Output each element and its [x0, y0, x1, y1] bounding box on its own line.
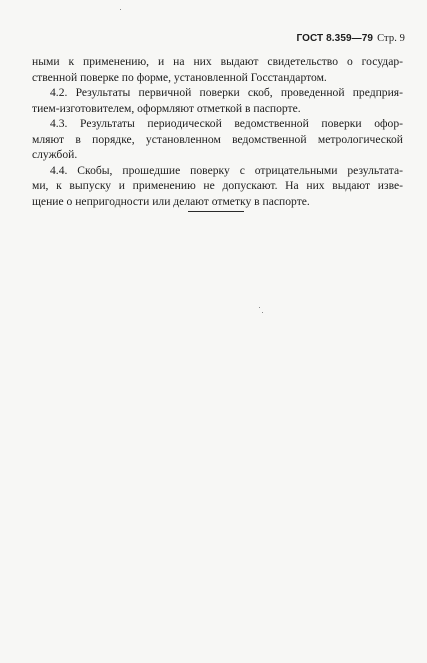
end-rule — [188, 211, 244, 212]
text-line: 4.2. Результаты первичной поверки скоб, проведенной предприя- — [50, 86, 403, 99]
scan-speck — [259, 307, 260, 308]
paragraph-4-3 — [32, 116, 403, 163]
text-line: 4.3. Результаты периодической ведомственной поверки офор- — [50, 117, 403, 130]
text-line: ственной поверке по форме, установленной Госстандартом. — [32, 70, 327, 84]
text-line: ными к применению, и на них выдают свидетельство о государ- — [32, 55, 403, 68]
scan-speck — [262, 312, 263, 313]
paragraph-4-4 — [32, 163, 403, 210]
text-line: мляют в порядке, установленном ведомственной метрологической — [32, 132, 403, 146]
paragraph-4-2 — [32, 85, 403, 116]
page-header — [296, 33, 405, 44]
text-line: щение о непригодности или делают отметку в паспорте. — [32, 194, 310, 208]
page-number: Стр. 9 — [377, 33, 405, 44]
standard-number: ГОСТ 8.359—79 — [296, 33, 374, 44]
text-line: 4.4. Скобы, прошедшие поверку с отрицательными результата- — [50, 163, 403, 177]
text-line: тием-изготовителем, оформляют отметкой в паспорте. — [32, 101, 301, 115]
text-line: ми, к выпуску и применению не допускают. На них выдают изве- — [32, 179, 403, 192]
scan-speck — [120, 9, 121, 10]
text-line: службой. — [32, 148, 78, 161]
paragraph-continuation — [32, 54, 403, 85]
body-text — [32, 54, 403, 209]
